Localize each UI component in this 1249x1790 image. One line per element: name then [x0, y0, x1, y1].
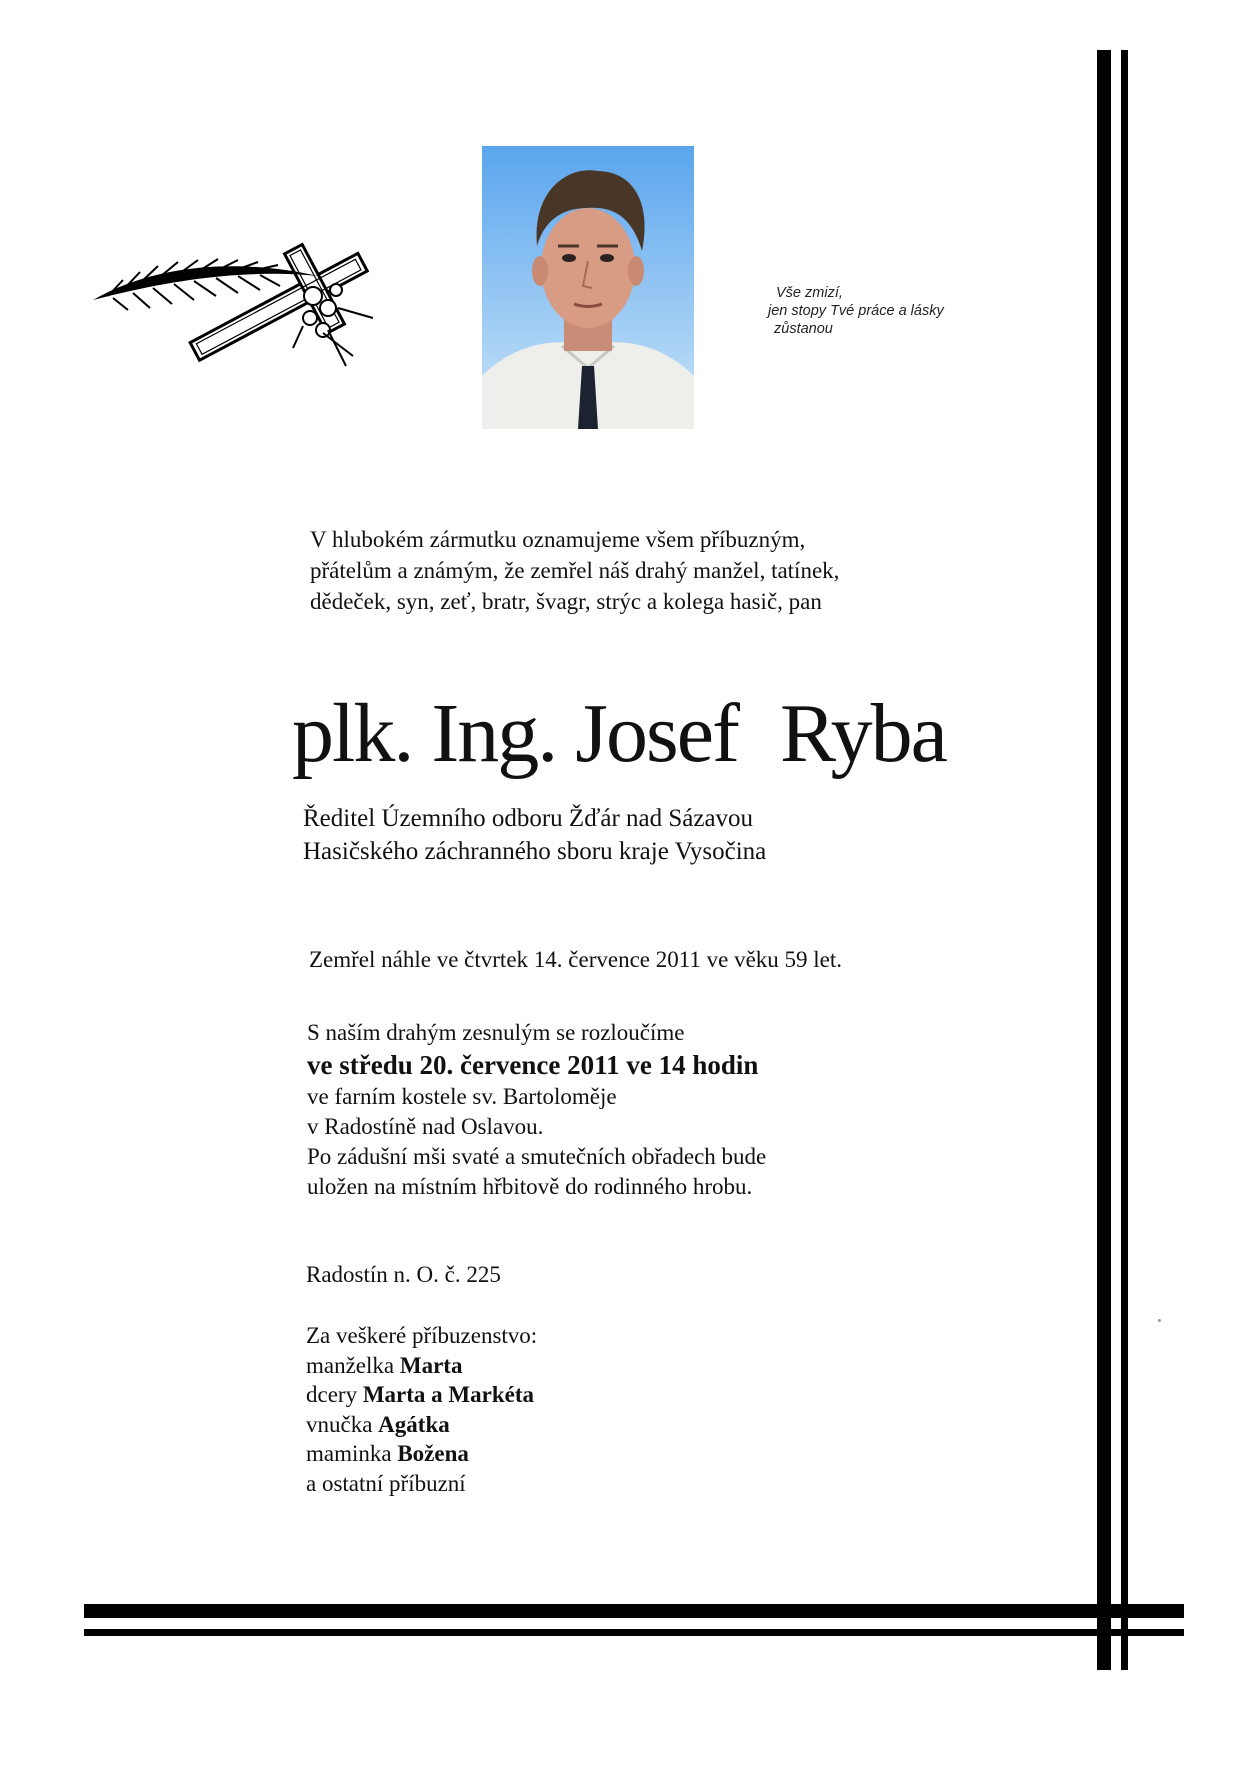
portrait-photo [482, 146, 694, 429]
family-member-name: Božena [397, 1441, 469, 1466]
family-relation: dcery [306, 1382, 358, 1407]
family-member [306, 1410, 906, 1440]
funeral-detail-line: ve farním kostele sv. Bartoloměje [307, 1084, 617, 1109]
deceased-name [292, 686, 1092, 782]
family-member-name: Marta a Markéta [362, 1382, 534, 1407]
quote-line: jen stopy Tvé práce a lásky [768, 303, 944, 319]
funeral-details [307, 1018, 1067, 1202]
border-vertical-thin [1121, 50, 1128, 1670]
family-closing: a ostatní příbuzní [306, 1470, 466, 1496]
family-relation: manželka [306, 1352, 395, 1378]
farewell-intro: S naším drahým zesnulým se rozloučíme [307, 1020, 685, 1045]
deceased-first-name: plk. Ing. Josef [292, 687, 738, 780]
death-notice: Zemřel náhle ve čtvrtek 14. července 2011 ve věku 59 let. [309, 947, 843, 972]
family-member-name: Marta [399, 1352, 463, 1378]
intro-line: V hlubokém zármutku oznamujeme všem příbuzným, [310, 527, 806, 552]
border-vertical-thick [1097, 50, 1111, 1670]
family-member [306, 1439, 906, 1469]
family-member [306, 1380, 906, 1410]
intro-line: přátelům a známým, že zemřel náš drahý manžel, tatínek, [310, 558, 840, 583]
deceased-position [303, 802, 1003, 868]
family-heading: Za veškeré příbuzenstvo: [306, 1323, 538, 1348]
quote-line: zůstanou [774, 321, 833, 337]
intro-line: dědeček, syn, zeť, bratr, švagr, strýc a kolega hasič, pan [310, 589, 822, 614]
funeral-detail-line: Po zádušní mši svaté a smutečních obřadech bude [307, 1144, 767, 1169]
announcement-intro [310, 524, 950, 617]
funeral-date: ve středu 20. července 2011 ve 14 hodin [307, 1050, 759, 1080]
family-member [306, 1351, 906, 1381]
position-line: Hasičského záchranného sboru kraje Vysočina [303, 838, 767, 865]
memorial-quote [768, 284, 1008, 338]
cross-palm-icon [88, 238, 378, 368]
border-horizontal-thick [84, 1604, 1184, 1618]
scan-speck [1158, 1319, 1161, 1322]
family-list [306, 1321, 906, 1498]
family-address: Radostín n. O. č. 225 [306, 1262, 501, 1287]
funeral-detail-line: v Radostíně nad Oslavou. [307, 1114, 544, 1139]
funeral-detail-line: uložen na místním hřbitově do rodinného hrobu. [307, 1174, 753, 1199]
position-line: Ředitel Územního odboru Žďár nad Sázavou [303, 805, 754, 832]
family-relation: vnučka [306, 1411, 373, 1437]
family-member-name: Agátka [378, 1411, 450, 1437]
quote-line: Vše zmizí, [776, 285, 843, 301]
family-relation: maminka [306, 1441, 392, 1466]
deceased-surname: Ryba [779, 687, 946, 780]
border-horizontal-thin [84, 1629, 1184, 1636]
